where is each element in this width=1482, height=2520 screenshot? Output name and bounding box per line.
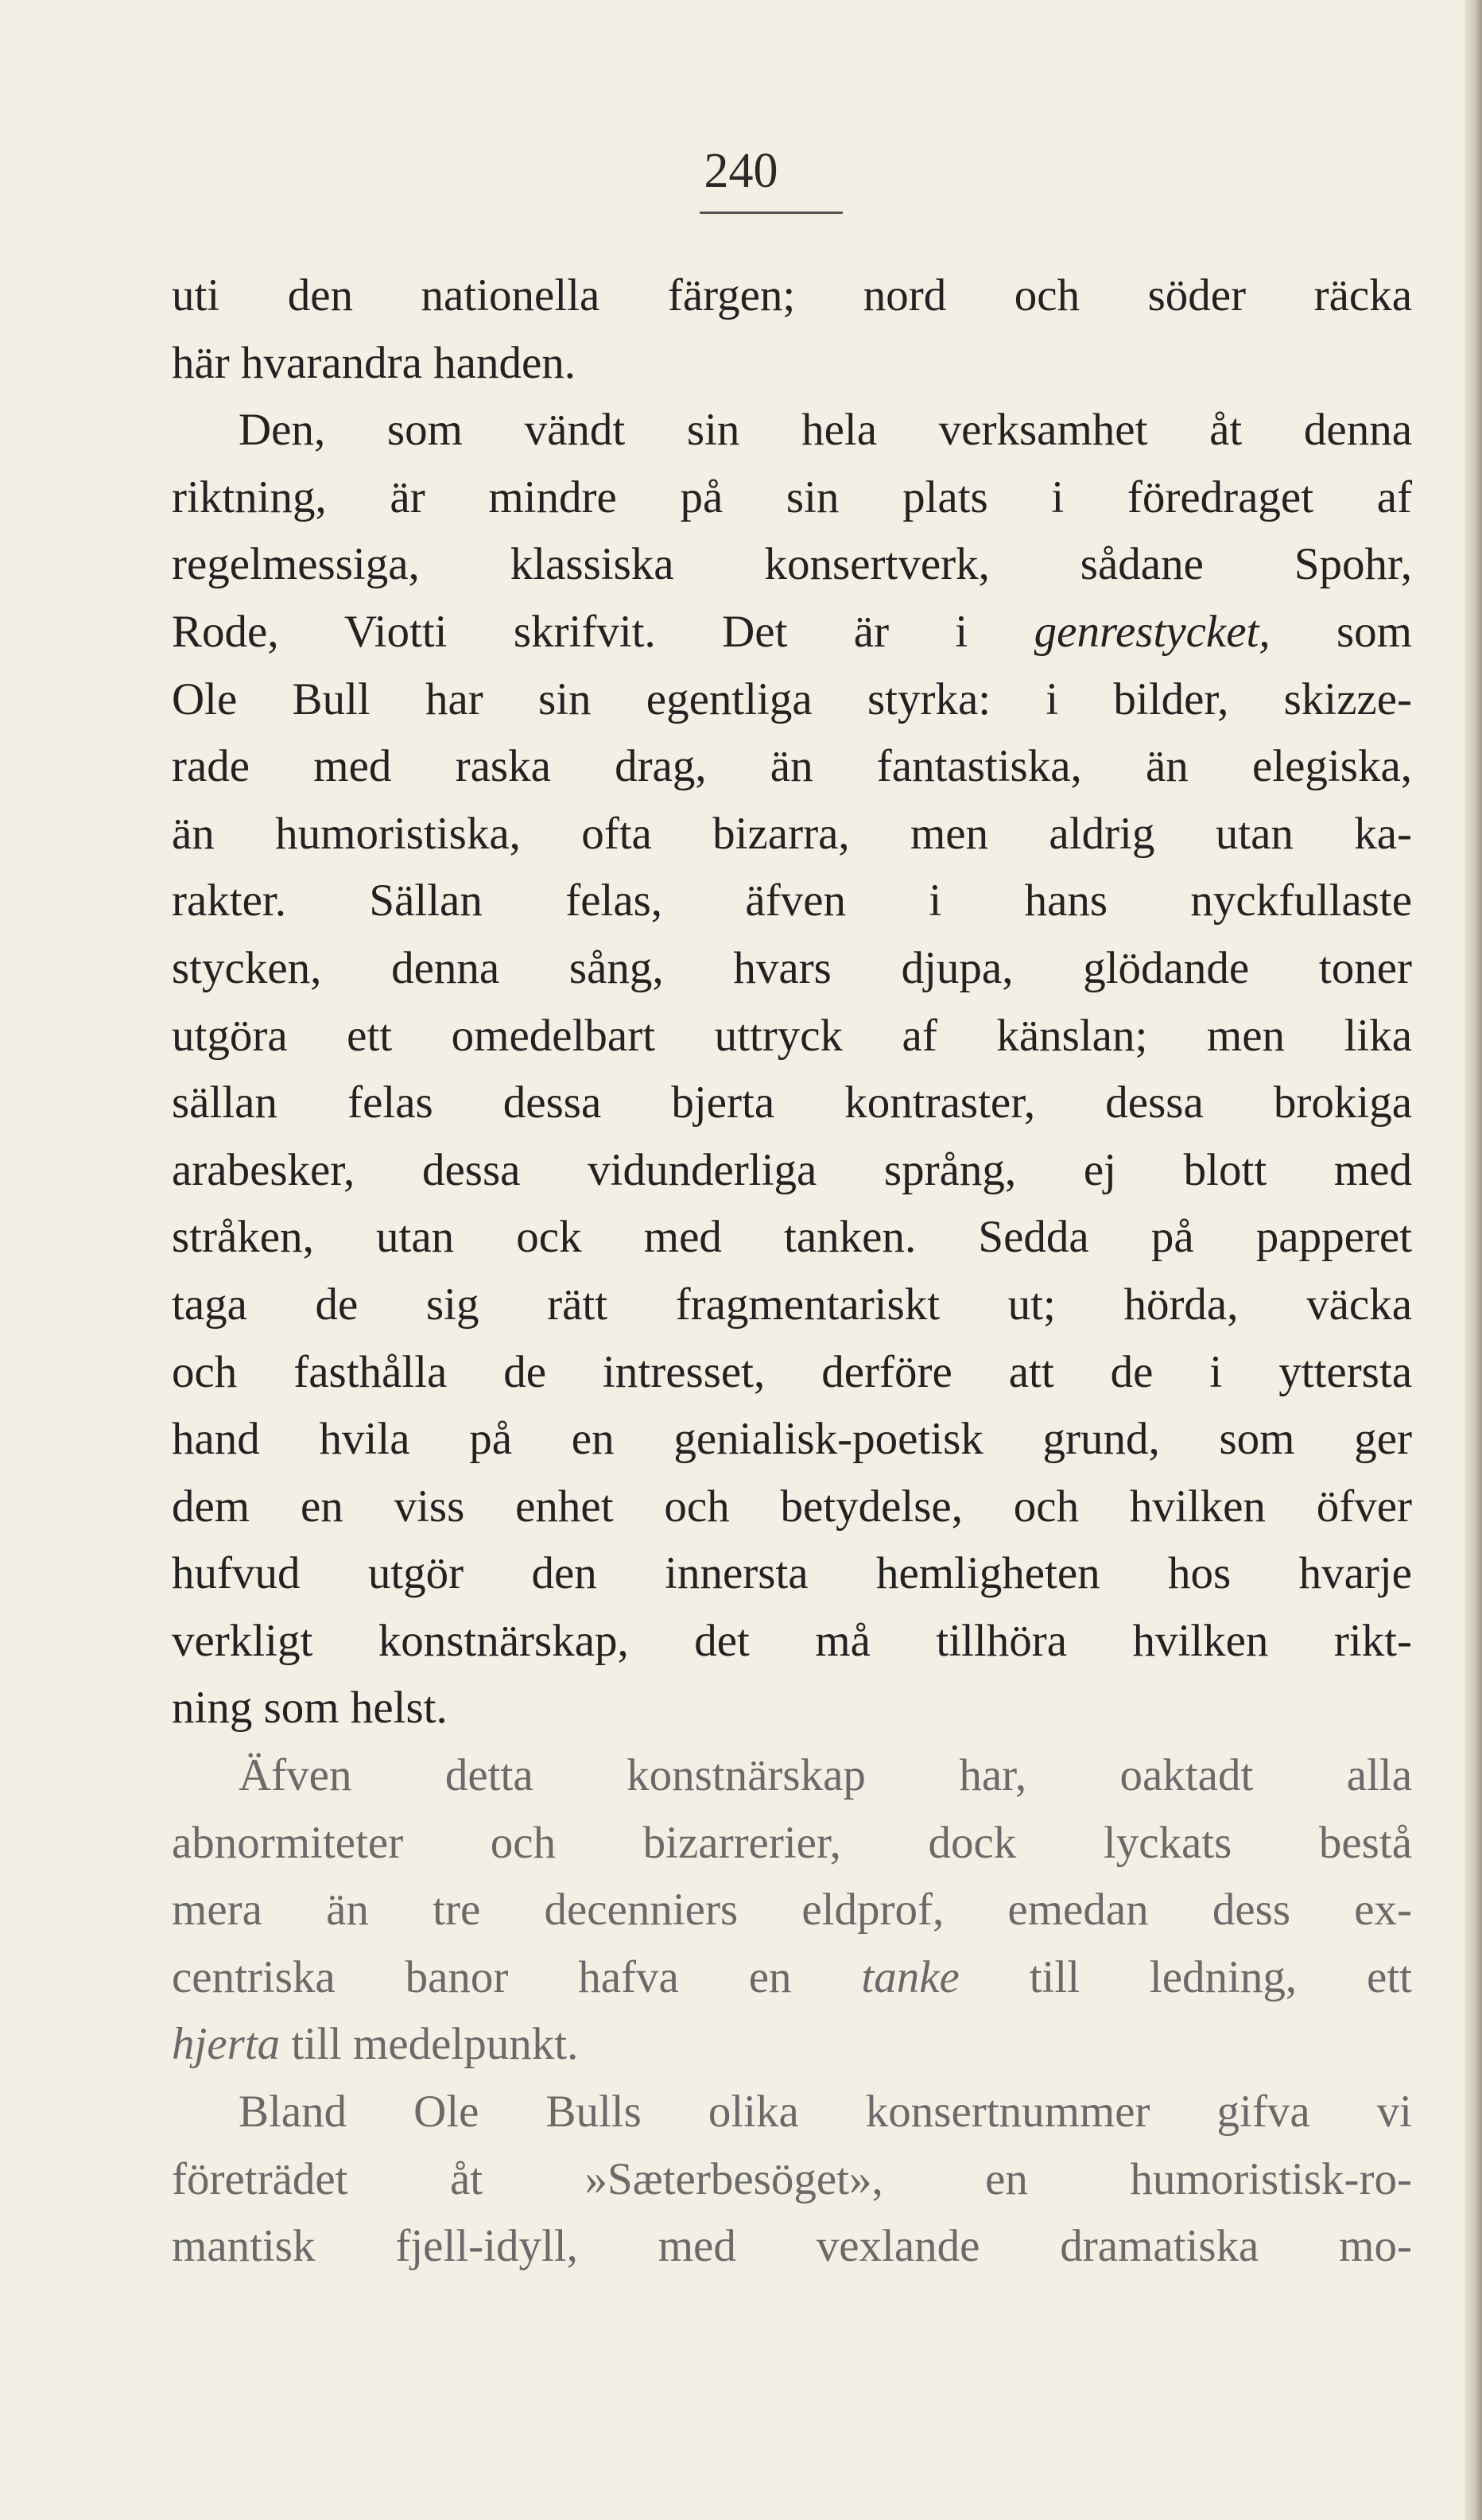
text-line: Äfven detta konstnärskap har, oaktadt alla	[239, 1750, 1412, 1801]
page-number-rule	[700, 212, 843, 214]
text-line: stycken, denna sång, hvars djupa, glödande toner	[172, 942, 1412, 993]
page-number: 240	[704, 144, 778, 198]
text-segment: till ledning, ett	[959, 1951, 1412, 2002]
text-line	[172, 1944, 1412, 2012]
text-segment: Rode, Viotti skrifvit. Det är i	[172, 606, 1034, 657]
text-segment: centriska banor hafva en	[172, 1951, 862, 2002]
text-line: och fasthålla de intresset, derföre att de i yttersta	[172, 1346, 1412, 1397]
text-segment: till medelpunkt.	[280, 2019, 579, 2070]
text-line: här hvarandra handen.	[172, 337, 576, 388]
text-line: rakter. Sällan felas, äfven i hans nyckfullaste	[172, 876, 1412, 926]
text-line: arabesker, dessa vidunderliga språng, ej blott med	[172, 1144, 1412, 1195]
text-line: sällan felas dessa bjerta kontraster, dessa brokiga	[172, 1078, 1412, 1128]
text-line: hand hvila på en genialisk-poetisk grund, som ger	[172, 1414, 1412, 1465]
text-line: verkligt konstnärskap, det må tillhöra hvilken rikt-	[172, 1615, 1412, 1666]
italic-term: genrestycket,	[1034, 606, 1271, 657]
text-line: utgöra ett omedelbart uttryck af känslan; men lika	[172, 1010, 1412, 1061]
text-line: Ole Bull har sin egentliga styrka: i bilder, skizze-	[172, 674, 1412, 724]
text-line: hufvud utgör den innersta hemligheten hos hvarje	[172, 1548, 1412, 1599]
text-line: dem en viss enhet och betydelse, och hvilken öfver	[172, 1481, 1412, 1532]
text-line: taga de sig rätt fragmentariskt ut; hörda, väcka	[172, 1279, 1412, 1330]
text-line: regelmessiga, klassiska konsertverk, sådane Spohr,	[172, 539, 1412, 590]
page-edge-shadow	[1465, 0, 1482, 2520]
text-line: än humoristiska, ofta bizarra, men aldrig utan ka-	[172, 808, 1412, 859]
text-line: abnormiteter och bizarrerier, dock lyckats bestå	[172, 1817, 1412, 1868]
text-line: ning som helst.	[172, 1683, 448, 1734]
text-line	[172, 2011, 1412, 2079]
text-line: Bland Ole Bulls olika konsertnummer gifva vi	[239, 2087, 1412, 2138]
text-line: mera än tre decenniers eldprof, emedan dess ex-	[172, 1885, 1412, 1936]
text-line: rade med raska drag, än fantastiska, än elegiska,	[172, 741, 1412, 792]
text-line: uti den nationella färgen; nord och söder räcka	[172, 270, 1412, 320]
italic-term: hjerta	[172, 2019, 281, 2070]
italic-term: tanke	[861, 1951, 960, 2002]
text-line: riktning, är mindre på sin plats i föredraget af	[172, 472, 1412, 522]
body-text	[172, 262, 1412, 2281]
text-line: stråken, utan ock med tanken. Sedda på papperet	[172, 1212, 1412, 1263]
text-line: företrädet åt »Sæterbesöget», en humoristisk-ro-	[172, 2153, 1412, 2204]
text-line: Den, som vändt sin hela verksamhet åt denna	[239, 405, 1412, 456]
text-segment: som	[1270, 606, 1412, 657]
text-line: mantisk fjell-idyll, med vexlande dramatiska mo-	[172, 2221, 1412, 2272]
text-line	[172, 599, 1412, 666]
